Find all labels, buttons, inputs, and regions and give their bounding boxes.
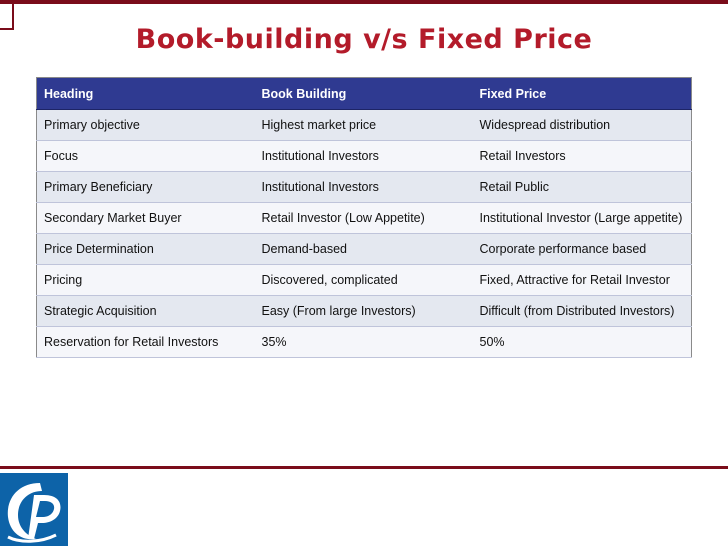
fixed-price-cell: Fixed, Attractive for Retail Investor: [473, 265, 692, 296]
row-label: Reservation for Retail Investors: [37, 327, 255, 358]
table-row: [37, 110, 692, 141]
table-row: [37, 327, 692, 358]
fixed-price-cell: Difficult (from Distributed Investors): [473, 296, 692, 327]
book-building-cell: Institutional Investors: [255, 141, 473, 172]
row-label: Primary objective: [37, 110, 255, 141]
book-building-cell: 35%: [255, 327, 473, 358]
book-building-cell: Easy (From large Investors): [255, 296, 473, 327]
fixed-price-cell: Retail Investors: [473, 141, 692, 172]
table-row: [37, 265, 692, 296]
row-label: Price Determination: [37, 234, 255, 265]
row-label: Primary Beneficiary: [37, 172, 255, 203]
fixed-price-cell: Widespread distribution: [473, 110, 692, 141]
row-label: Pricing: [37, 265, 255, 296]
fixed-price-cell: 50%: [473, 327, 692, 358]
header-fixed-price: Fixed Price: [473, 78, 692, 110]
book-building-cell: Highest market price: [255, 110, 473, 141]
slide-title: Book-building v/s Fixed Price: [135, 24, 593, 55]
book-building-cell: Discovered, complicated: [255, 265, 473, 296]
row-label: Strategic Acquisition: [37, 296, 255, 327]
table-header-row: [37, 78, 692, 110]
fixed-price-cell: Corporate performance based: [473, 234, 692, 265]
comparison-table: [36, 77, 692, 358]
row-label: Focus: [37, 141, 255, 172]
fixed-price-cell: Institutional Investor (Large appetite): [473, 203, 692, 234]
table-row: [37, 141, 692, 172]
fixed-price-cell: Retail Public: [473, 172, 692, 203]
table-row: [37, 203, 692, 234]
top-rule: [0, 0, 728, 4]
book-building-cell: Institutional Investors: [255, 172, 473, 203]
book-building-cell: Demand-based: [255, 234, 473, 265]
header-book-building: Book Building: [255, 78, 473, 110]
bottom-rule: [0, 466, 728, 469]
table-row: [37, 234, 692, 265]
table-row: [37, 296, 692, 327]
table-row: [37, 172, 692, 203]
header-heading: Heading: [37, 78, 255, 110]
book-building-cell: Retail Investor (Low Appetite): [255, 203, 473, 234]
company-logo-icon: [0, 473, 68, 546]
row-label: Secondary Market Buyer: [37, 203, 255, 234]
